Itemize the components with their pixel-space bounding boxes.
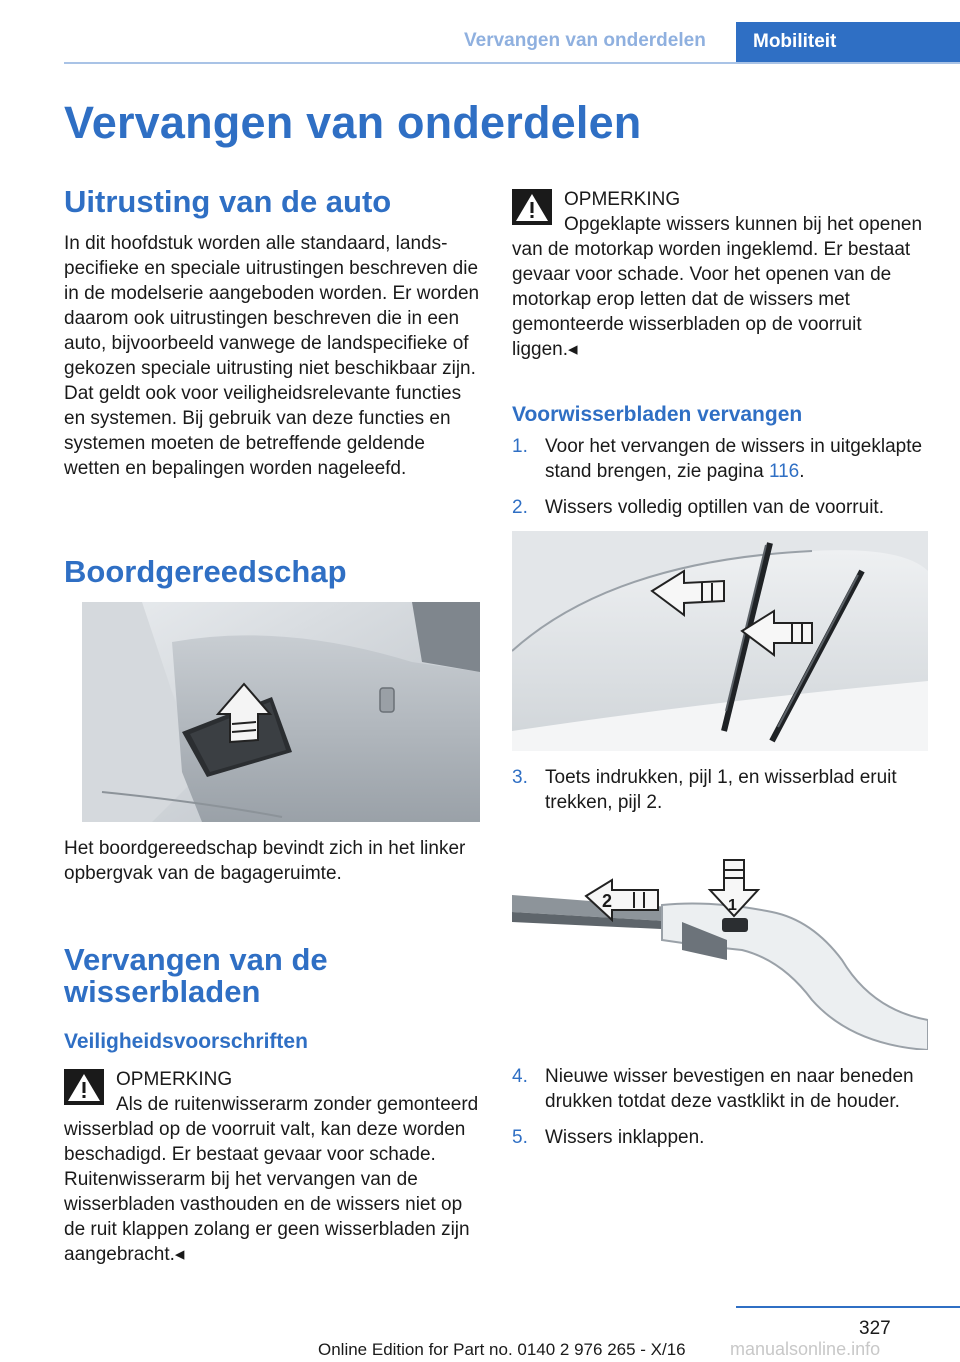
step-number: 2. [512,497,528,518]
step-number: 1. [512,436,528,457]
step-text: Voor het vervangen de wissers in uitgeklapte stand brengen, zie pagina [545,436,923,482]
chapter-tab-label: Mobiliteit [753,31,837,52]
footer-rule [736,1306,960,1308]
toolkit-figure [82,602,480,822]
warning-title: OPMERKING [564,189,681,210]
header-rule [64,62,960,64]
page-link[interactable]: 116 [768,461,800,482]
step-2 [512,495,928,520]
step-3 [512,765,928,815]
step-text: Nieuwe wisser bevestigen en naar beneden drukken totdat deze vastklikt in de houder. [545,1066,914,1112]
step-5 [512,1125,928,1150]
raised-wipers-illustration [512,531,928,751]
warning-text: Opgeklapte wissers kunnen bij het openen van de motorkap worden ingeklemd. Er bestaat gevaar voor schade. Voor het openen van de motorkap erop letten dat de wissers met gemonteerde wisserbladen op de voorruit liggen.◂ [512,214,923,360]
step-text: Wissers volledig optillen van de voorruit. [545,497,884,518]
arrow-label-2: 2 [602,891,613,911]
wiper-blade-figure [512,850,928,1050]
step-number: 3. [512,767,528,788]
step-number: 4. [512,1066,528,1087]
step-1 [512,434,928,484]
equipment-heading: Uitrusting van de auto [64,184,392,219]
safety-heading: Veiligheidsvoorschriften [64,1030,308,1053]
step-4 [512,1064,928,1114]
page-title: Vervangen van onderdelen [64,97,642,148]
steps-list-c [512,1064,928,1161]
arrow-label-1: 1 [728,897,737,914]
windshield-figure [512,531,928,751]
steps-list-a [512,434,928,531]
step-text-end: . [799,461,805,482]
warning-text: Als de ruitenwisserarm zonder gemonteerd wisserblad op de voorruit valt, kan deze worden beschadigd. Er bestaat gevaar voor schade. Ruitenwisserarm bij het vervangen van de wisserbladen vasthouden en de wissers niet op de ruit klappen zolang er geen wisserbladen zijn aangebracht.◂ [64,1094,479,1265]
step-number: 5. [512,1127,528,1148]
edition-text: Online Edition for Part no. 0140 2 976 265 - X/16 [318,1340,686,1359]
watermark: manualsonline.info [730,1339,881,1359]
step-text: Toets indrukken, pijl 1, en wisserblad eruit trekken, pijl 2. [545,767,897,813]
equipment-text: In dit hoofdstuk worden alle standaard, landspecifieke en speciale uitrustingen beschreven die in de modelserie aangeboden worden. Er worden daarom ook uitrustingen beschreven die in een auto, bijvoorbeeld vanwege de landspecifieke of gekozen speciale uitrusting niet beschikbaar zijn. Dat geldt ook voor veiligheidsrelevante functies en systemen. Bij gebruik van deze functies en systemen moeten de betreffende geldende wetten en bepalingen worden nageleefd. [64,233,480,479]
steps-list-b [512,765,928,826]
wiper-blade-release-illustration [512,850,928,1050]
luggage-compartment-illustration [82,602,480,822]
front-wiper-heading: Voorwisserbladen vervangen [512,403,803,426]
page-number: 327 [859,1318,891,1339]
toolkit-heading: Boordgereedschap [64,554,347,589]
chapter-tab [736,22,960,62]
running-header-section: Vervangen van onderdelen [464,30,706,51]
toolkit-text: Het boordgereedschap bevindt zich in het linker opbergvak van de bagageruimte. [64,838,466,884]
warning-title: OPMERKING [116,1069,233,1090]
step-text: Wissers inklappen. [545,1127,705,1148]
wiper-heading: Vervangen van de wisserbladen [64,942,328,1009]
